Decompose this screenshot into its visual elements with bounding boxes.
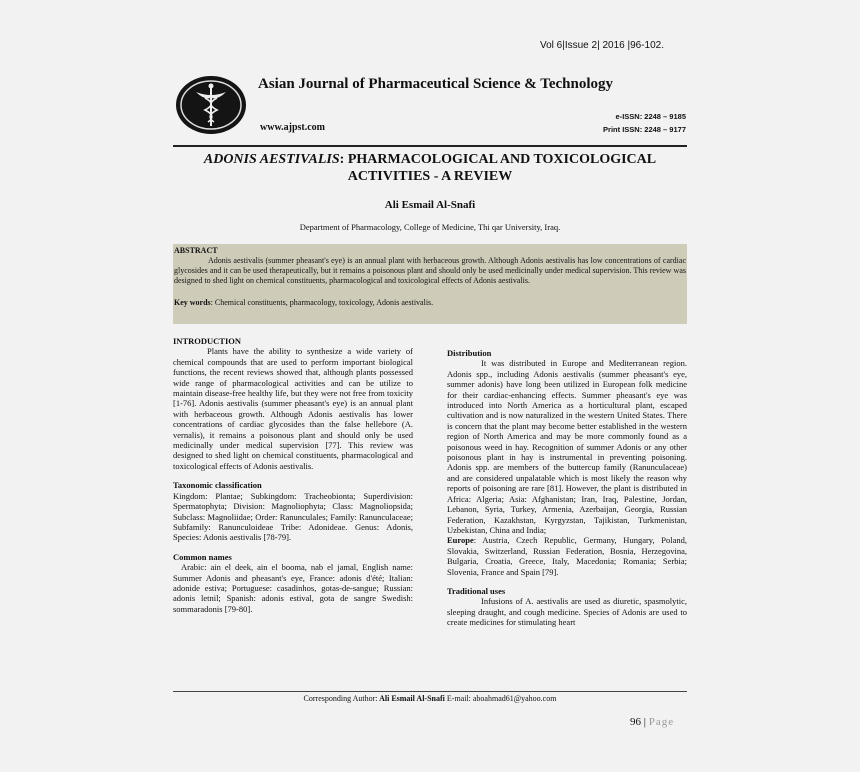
corresponding-author bbox=[173, 694, 687, 703]
taxonomic-text: Kingdom: Plantae; Subkingdom: Tracheobionta; Superdivision: Spermatophyta; Division: Magnoliophyta; Class: Magnoliopsida; Subclass: Magnoliidae; Order: Ranunculales; Family: Ranunculaceae; Subfamily: Ranunculoideae Tribe: Adonideae. Genus: Adonis, Species: Adonis aestivalis [78-79]. bbox=[173, 490, 413, 543]
page-word: Page bbox=[648, 716, 675, 728]
page-number bbox=[630, 716, 674, 728]
journal-website-link[interactable]: www.ajpst.com bbox=[260, 122, 325, 133]
journal-title: Asian Journal of Pharmaceutical Science & Technology bbox=[258, 76, 613, 92]
corresponding-email: E-mail: aboahmad61@yahoo.com bbox=[444, 694, 557, 703]
caduceus-icon bbox=[176, 76, 246, 134]
title-rest: : PHARMACOLOGICAL AND TOXICOLOGICAL ACTIVITIES - A REVIEW bbox=[339, 152, 657, 184]
introduction-heading: INTRODUCTION bbox=[173, 336, 242, 346]
europe-text: : Austria, Czech Republic, Germany, Hungary, Poland, Slovakia, Switzerland, Russian Federation, Bosnia, Herzegovina, Bulgaria, Croatia, Greece, Italy, Macedonia; Romania; Serbia; Slovenia, France and Spain [79]. bbox=[447, 535, 687, 577]
introduction-text: Plants have the ability to synthesize a wide variety of chemical compounds that are used to perform important biological functions, the recent reviews showed that, although plants possessed wide range of pharmacological activities and can be utilize to maintain disease-free healthy life, but they were not free from toxicity [1-76]. Adonis aestivalis (summer pheasant's eye) is an annual plant with herbaceous growth. Although Adonis aestivalis has lower concentrations of cardiac glycosides than the false hellebore (A. vernalis), it remains a poisonous plant and should only be used medicinally under medical supervision [77]. This review was designed to shed light on chemical constituents, pharmacological and toxicological effects of Adonis aestivalis. bbox=[173, 346, 413, 471]
distribution-text: It was distributed in Europe and Mediterranean region. Adonis spp., including Adonis aestivalis (summer pheasant's eye, summer adonis) have long been utilized in European folk medicine for their cardiac-enhancing effects. Summer pheasant's eye was introduced into North America as a horticultural plant, escaped cultivation and is now naturalized in the western United States. There is concern that the plant may become better established in the western region of North America and may be more commonly found as a poisonous weed in hay. Recognition of summer Adonis or any other poisonous plant in hay is instrumental in preventing poisoning. Adonis spp. are members of the buttercup family (Ranunculaceae) and are considered unpalatable which is most likely the reason why reports of poisoning are rare [81]. However, the plant is distributed in Africa: Algeria; Asia: Afghanistan; Iran, Iraq, Palestine, Jordan, Lebanon, Syria, Turkey, Armenia, Azerbaijan, Georgia, Russian Federation, Kazakhstan, Kyrgyzstan, Tajikistan, Turkmenistan, Uzbekistan, China and India; bbox=[447, 358, 687, 535]
print-issn: Print ISSN: 2248 – 9177 bbox=[603, 125, 686, 134]
journal-logo bbox=[176, 76, 246, 134]
page-number-value: 96 | bbox=[630, 716, 649, 728]
keywords bbox=[174, 298, 686, 308]
traditional-uses-text: Infusions of A. aestivalis are used as diuretic, spasmolytic, sleeping draught, and cough medicine. Species of Adonis are used to create medicines for stimulating heart bbox=[447, 596, 687, 628]
right-column bbox=[447, 348, 687, 628]
keywords-text: : Chemical constituents, pharmacology, toxicology, Adonis aestivalis. bbox=[210, 298, 434, 307]
author-name: Ali Esmail Al-Snafi bbox=[384, 199, 476, 211]
taxonomic-heading: Taxonomic classification bbox=[173, 480, 262, 491]
distribution-heading: Distribution bbox=[447, 348, 492, 358]
europe-paragraph bbox=[447, 535, 687, 577]
volume-issue: Vol 6|Issue 2| 2016 |96-102. bbox=[540, 40, 664, 51]
left-column bbox=[173, 336, 413, 614]
abstract-text: Adonis aestivalis (summer pheasant's eye) is an annual plant with herbaceous growth. Although Adonis aestivalis has low concentrations of cardiac glycosides and it can be used therapeutically, but it remains a poisonous plant and should only be used medicinally under medical supervision. This review was designed to shed light on chemical constituents, pharmacological and toxicological effects of Adonis aestivalis. bbox=[174, 256, 686, 285]
title-species-name: ADONIS AESTIVALIS bbox=[203, 152, 340, 167]
europe-label: Europe bbox=[447, 535, 474, 546]
article-title bbox=[173, 151, 687, 185]
footer-rule bbox=[173, 691, 687, 692]
traditional-uses-heading: Traditional uses bbox=[447, 585, 506, 596]
abstract-heading: ABSTRACT bbox=[174, 246, 218, 255]
author-affiliation: Department of Pharmacology, College of Medicine, Thi qar University, Iraq. bbox=[299, 222, 561, 232]
corresponding-label: Corresponding Author: bbox=[303, 694, 378, 703]
corresponding-name: Ali Esmail Al-Snafi bbox=[377, 694, 445, 703]
header-rule bbox=[173, 145, 687, 147]
e-issn: e-ISSN: 2248 – 9185 bbox=[615, 112, 686, 121]
abstract-box bbox=[173, 244, 687, 324]
common-names-heading: Common names bbox=[173, 551, 232, 562]
keywords-label: Key words bbox=[174, 298, 211, 307]
common-names-text: Arabic: ain el deek, ain el booma, nab el jamal, English name: Summer Adonis and pheasant's eye, France: adonis d'été; Italian: adonide estiva; Portuguese: casadinhos, gotas-de-sangue; Russian: adonis letnil; Spanish: adonis estival, gota de sangre Swedish: sommaradonis [79-80]. bbox=[173, 562, 413, 614]
